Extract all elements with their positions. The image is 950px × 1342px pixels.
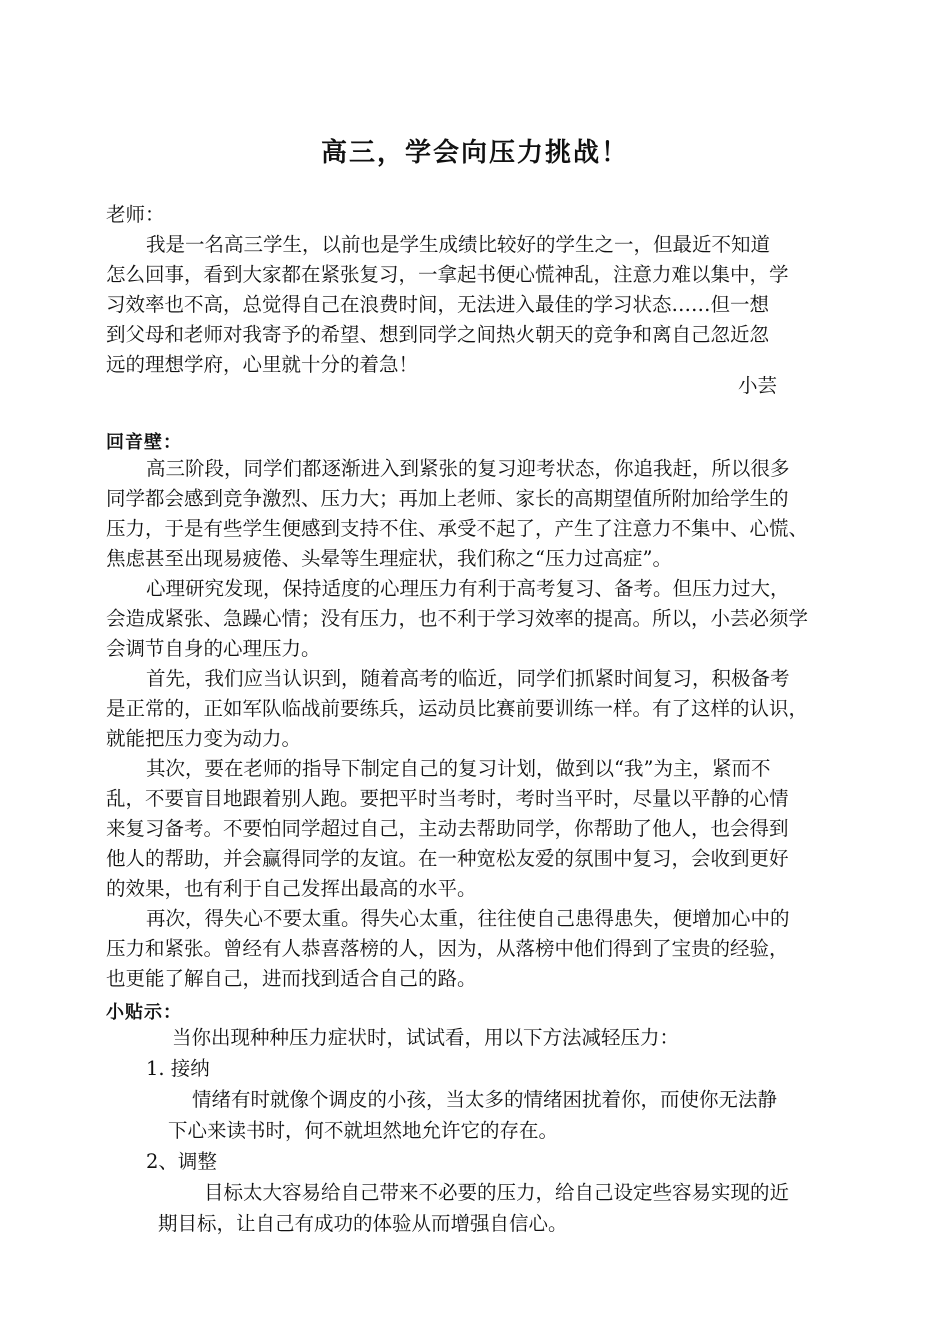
- letter-line: 我是一名高三学生，以前也是学生成绩比较好的学生之一，但最近不知道: [146, 233, 771, 256]
- echo-line: 会调节自身的心理压力。: [106, 637, 321, 660]
- letter-line: 怎么回事，看到大家都在紧张复习，一拿起书便心慌神乱，注意力难以集中，学: [106, 263, 789, 286]
- echo-line: 高三阶段，同学们都逐渐进入到紧张的复习迎考状态，你追我赶，所以很多: [146, 457, 790, 480]
- tips-item-label: 1. 接纳: [146, 1057, 210, 1080]
- letter-salutation: 老师：: [106, 203, 165, 226]
- echo-line: 其次，要在老师的指导下制定自己的复习计划，做到以“我”为主，紧而不: [146, 757, 771, 780]
- tips-intro: 当你出现种种压力症状时，试试看，用以下方法减轻压力：: [172, 1026, 680, 1049]
- letter-line: 习效率也不高，总觉得自己在浪费时间，无法进入最佳的学习状态……但一想: [106, 293, 770, 316]
- letter-section: [106, 200, 854, 380]
- echo-line: 他人的帮助，并会赢得同学的友谊。在一种宽松友爱的氛围中复习，会收到更好: [106, 847, 789, 870]
- echo-line: 焦虑甚至出现易疲倦、头晕等生理症状，我们称之“压力过高症”。: [106, 547, 672, 570]
- echo-line: 再次，得失心不要太重。得失心太重，往往使自己患得患失，便增加心中的: [146, 907, 790, 930]
- echo-line: 是正常的，正如军队临战前要练兵，运动员比赛前要训练一样。有了这样的认识，: [106, 697, 809, 720]
- tips-item-line: 期目标，让自己有成功的体验从而增强自信心。: [158, 1212, 568, 1235]
- tips-section: [106, 1022, 866, 1239]
- document-title: 高三，学会向压力挑战！: [320, 138, 629, 168]
- echo-line: 也更能了解自己，进而找到适合自己的路。: [106, 967, 477, 990]
- echo-section: [106, 454, 854, 994]
- tips-item-label: 2、调整: [146, 1150, 217, 1173]
- echo-heading: 回音壁：: [106, 432, 182, 453]
- echo-line: 的效果，也有利于自己发挥出最高的水平。: [106, 877, 477, 900]
- echo-line: 会造成紧张、急躁心情；没有压力，也不利于学习效率的提高。所以，小芸必须学: [106, 607, 809, 630]
- echo-line: 同学都会感到竞争激烈、压力大；再加上老师、家长的高期望值所附加给学生的: [106, 487, 789, 510]
- echo-line: 来复习备考。不要怕同学超过自己，主动去帮助同学，你帮助了他人，也会得到: [106, 817, 789, 840]
- echo-line: 就能把压力变为动力。: [106, 727, 302, 750]
- echo-line: 首先，我们应当认识到，随着高考的临近，同学们抓紧时间复习，积极备考: [146, 667, 790, 690]
- tips-item-line: 情绪有时就像个调皮的小孩，当太多的情绪困扰着你，而使你无法静: [192, 1088, 778, 1111]
- echo-line: 压力，于是有些学生便感到支持不住、承受不起了，产生了注意力不集中、心慌、: [106, 517, 809, 540]
- tips-item-line: 下心来读书时，何不就坦然地允许它的存在。: [168, 1119, 559, 1142]
- letter-line: 远的理想学府，心里就十分的着急！: [106, 353, 419, 376]
- letter-signature: 小芸: [738, 374, 778, 397]
- echo-line: 乱，不要盲目地跟着别人跑。要把平时当考时，考时当平时，尽量以平静的心情: [106, 787, 789, 810]
- letter-line: 到父母和老师对我寄予的希望、想到同学之间热火朝天的竞争和离自己忽近忽: [106, 323, 770, 346]
- echo-line: 压力和紧张。曾经有人恭喜落榜的人，因为，从落榜中他们得到了宝贵的经验，: [106, 937, 789, 960]
- echo-line: 心理研究发现，保持适度的心理压力有利于高考复习、备考。但压力过大，: [146, 577, 790, 600]
- tips-item-line: 目标太大容易给自己带来不必要的压力，给自己设定些容易实现的近: [204, 1181, 790, 1204]
- tips-heading: 小贴示：: [106, 1002, 182, 1023]
